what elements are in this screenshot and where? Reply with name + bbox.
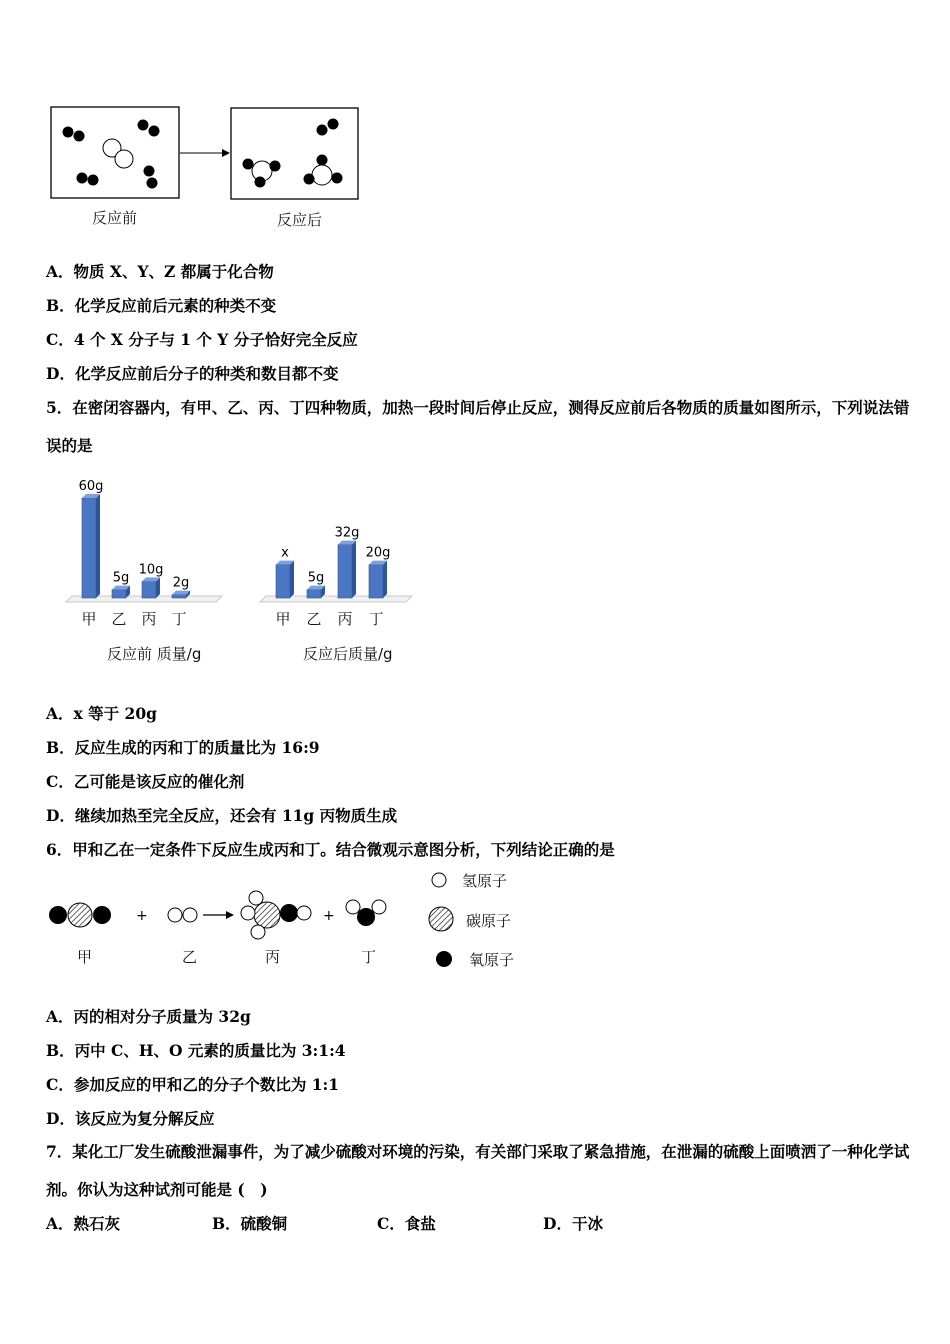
oxygen-atom-icon [436,951,452,967]
category-label-丙: 丙 [337,610,353,628]
before-caption: 反应前 [92,209,138,227]
q6-option-a: A．丙的相对分子质量为 32g [46,1007,251,1026]
after-caption: 反应后 [277,211,323,229]
data-label-丁: 20g [365,545,391,561]
q7-option-a: A．熟石灰 [46,1214,121,1233]
q7-option-b: B．硫酸铜 [212,1214,288,1233]
bar-丁 [172,595,186,598]
molecule-ding [346,900,386,926]
bar-丁 [369,565,383,598]
legend-oxygen: 氧原子 [469,951,515,969]
bar-side-甲 [96,494,100,598]
q5-option-b: B．反应生成的丙和丁的质量比为 16:9 [46,738,320,757]
q4-option-b: B．化学反应前后元素的种类不变 [46,296,277,315]
bar-丙 [142,581,156,598]
after-box [231,108,358,199]
category-label-丁: 丁 [171,610,187,628]
chart-after [252,490,422,628]
data-label-丙: 32g [334,525,360,541]
q4-option-d: D．化学反应前后分子的种类和数目都不变 [46,364,339,383]
bar-乙 [307,590,321,598]
category-label-甲: 甲 [81,610,97,628]
molecule-bing [241,891,311,939]
legend-hydrogen: 氢原子 [462,872,508,890]
chart-after-title: 反应后质量/g [303,645,393,663]
legend-carbon: 碳原子 [466,912,512,930]
bar-side-丁 [383,561,387,598]
q4-option-a: A．物质 X、Y、Z 都属于化合物 [46,262,274,281]
category-label-乙: 乙 [306,610,322,628]
category-label-甲: 甲 [275,610,291,628]
legend-symbols [424,866,464,972]
label-yi: 乙 [182,948,198,966]
category-label-乙: 乙 [111,610,127,628]
data-label-丁: 2g [172,575,190,591]
category-label-丁: 丁 [368,610,384,628]
carbon-atom-icon [429,907,453,931]
bar-甲 [82,498,96,598]
data-label-乙: 5g [112,570,130,586]
molecule-jia [49,903,111,927]
q5-stem: 5．在密闭容器内，有甲、乙、丙、丁四种物质，加热一段时间后停止反应，测得反应前后各物质的质量如图所示，下列说法错误的是 [46,398,910,455]
q5-option-d: D．继续加热至完全反应，还会有 11g 丙物质生成 [46,806,398,825]
chart-before-title: 反应前 质量/g [107,645,202,663]
q5-option-a: A．x 等于 20g [46,704,157,723]
q6-option-c: C．参加反应的甲和乙的分子个数比为 1:1 [46,1075,340,1094]
bar-丙 [338,545,352,598]
label-bing: 丙 [265,948,281,966]
bar-乙 [112,590,126,598]
label-jia: 甲 [77,948,93,966]
q6-option-d: D．该反应为复分解反应 [46,1109,215,1128]
data-label-甲: 60g [78,479,104,494]
q6-stem: 6．甲和乙在一定条件下反应生成丙和丁。结合微观示意图分析，下列结论正确的是 [46,840,615,859]
q7-option-d: D．干冰 [543,1214,603,1233]
data-label-乙: 5g [307,570,325,586]
molecule-yi [168,908,197,922]
plus-sign: + [323,908,335,924]
data-label-甲: x [281,545,289,561]
q4-option-c: C．4 个 X 分子与 1 个 Y 分子恰好完全反应 [46,330,358,349]
bar-甲 [276,565,290,598]
bar-side-丙 [352,541,356,598]
q6-molecule-diagram [40,880,440,950]
q7-stem: 7．某化工厂发生硫酸泄漏事件，为了减少硫酸对环境的污染，有关部门采取了紧急措施，在泄漏的硫酸上面喷洒了一种化学试剂。你认为这种试剂可能是 ( ) [46,1142,910,1199]
hydrogen-atom-icon [432,873,446,887]
label-ding: 丁 [361,948,377,966]
q7-option-c: C．食盐 [377,1214,436,1233]
chart-before [60,470,230,628]
q5-option-c: C．乙可能是该反应的催化剂 [46,772,245,791]
bar-side-甲 [290,561,294,598]
category-label-丙: 丙 [141,610,157,628]
q6-option-b: B．丙中 C、H、O 元素的质量比为 3:1:4 [46,1041,346,1060]
data-label-丙: 10g [138,562,164,578]
reaction-particle-diagram [50,105,362,201]
plus-sign: + [136,908,148,924]
